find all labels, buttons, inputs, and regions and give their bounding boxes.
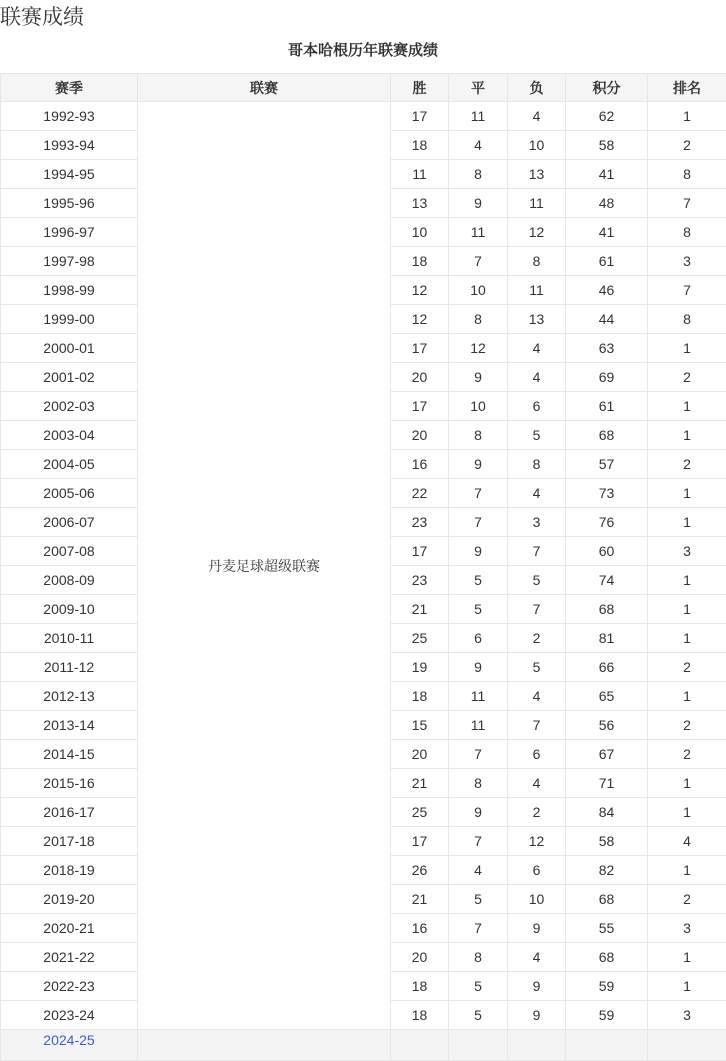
points-cell: 74 <box>566 566 648 595</box>
losses-cell: 9 <box>508 972 566 1001</box>
draws-cell: 7 <box>449 740 508 769</box>
losses-cell: 5 <box>508 653 566 682</box>
losses-cell: 7 <box>508 537 566 566</box>
draws-cell: 7 <box>449 827 508 856</box>
col-header-wins: 胜 <box>391 74 449 102</box>
wins-cell: 18 <box>391 682 449 711</box>
losses-cell: 13 <box>508 160 566 189</box>
losses-cell <box>508 1030 566 1061</box>
draws-cell: 5 <box>449 972 508 1001</box>
season-cell: 1995-96 <box>1 189 138 218</box>
points-cell: 69 <box>566 363 648 392</box>
wins-cell: 17 <box>391 537 449 566</box>
losses-cell: 4 <box>508 334 566 363</box>
rank-cell: 2 <box>648 653 726 682</box>
rank-cell: 1 <box>648 972 726 1001</box>
points-cell: 55 <box>566 914 648 943</box>
wins-cell: 10 <box>391 218 449 247</box>
points-cell: 48 <box>566 189 648 218</box>
wins-cell: 17 <box>391 334 449 363</box>
col-header-points: 积分 <box>566 74 648 102</box>
rank-cell: 1 <box>648 798 726 827</box>
wins-cell: 18 <box>391 1001 449 1030</box>
season-cell: 2006-07 <box>1 508 138 537</box>
season-cell: 1998-99 <box>1 276 138 305</box>
points-cell: 71 <box>566 769 648 798</box>
draws-cell: 9 <box>449 189 508 218</box>
wins-cell: 20 <box>391 363 449 392</box>
table-header-row <box>1 74 726 102</box>
draws-cell: 7 <box>449 508 508 537</box>
wins-cell: 11 <box>391 160 449 189</box>
draws-cell: 8 <box>449 305 508 334</box>
season-cell: 1999-00 <box>1 305 138 334</box>
season-cell: 2019-20 <box>1 885 138 914</box>
rank-cell: 7 <box>648 276 726 305</box>
season-cell: 2003-04 <box>1 421 138 450</box>
rank-cell: 1 <box>648 595 726 624</box>
wins-cell: 26 <box>391 856 449 885</box>
losses-cell: 8 <box>508 450 566 479</box>
losses-cell: 11 <box>508 189 566 218</box>
rank-cell: 3 <box>648 247 726 276</box>
draws-cell: 9 <box>449 363 508 392</box>
wins-cell: 20 <box>391 421 449 450</box>
draws-cell: 7 <box>449 914 508 943</box>
wins-cell: 18 <box>391 972 449 1001</box>
points-cell: 84 <box>566 798 648 827</box>
points-cell: 65 <box>566 682 648 711</box>
league-results-table <box>0 73 726 1061</box>
wins-cell: 12 <box>391 276 449 305</box>
rank-cell: 2 <box>648 711 726 740</box>
points-cell: 63 <box>566 334 648 363</box>
season-cell: 2023-24 <box>1 1001 138 1030</box>
season-cell: 2022-23 <box>1 972 138 1001</box>
draws-cell: 11 <box>449 218 508 247</box>
points-cell: 66 <box>566 653 648 682</box>
col-header-losses: 负 <box>508 74 566 102</box>
rank-cell: 1 <box>648 334 726 363</box>
wins-cell: 18 <box>391 247 449 276</box>
losses-cell: 5 <box>508 566 566 595</box>
losses-cell: 4 <box>508 682 566 711</box>
rank-cell: 2 <box>648 450 726 479</box>
losses-cell: 4 <box>508 943 566 972</box>
rank-cell: 1 <box>648 769 726 798</box>
wins-cell: 21 <box>391 595 449 624</box>
league-merged-cell: 丹麦足球超级联赛 <box>138 102 391 1030</box>
wins-cell: 25 <box>391 624 449 653</box>
draws-cell: 9 <box>449 537 508 566</box>
wins-cell: 22 <box>391 479 449 508</box>
season-cell: 2002-03 <box>1 392 138 421</box>
rank-cell: 4 <box>648 827 726 856</box>
points-cell <box>566 1030 648 1061</box>
col-header-league: 联赛 <box>138 74 391 102</box>
points-cell: 44 <box>566 305 648 334</box>
league-cell-empty <box>138 1030 391 1061</box>
points-cell: 61 <box>566 392 648 421</box>
table-row-partial <box>1 1030 726 1061</box>
wins-cell: 16 <box>391 914 449 943</box>
col-header-draws: 平 <box>449 74 508 102</box>
draws-cell <box>449 1030 508 1061</box>
season-cell: 2008-09 <box>1 566 138 595</box>
season-cell: 2010-11 <box>1 624 138 653</box>
losses-cell: 11 <box>508 276 566 305</box>
rank-cell: 1 <box>648 566 726 595</box>
wins-cell: 12 <box>391 305 449 334</box>
wins-cell: 21 <box>391 885 449 914</box>
rank-cell: 8 <box>648 305 726 334</box>
wins-cell: 23 <box>391 566 449 595</box>
points-cell: 82 <box>566 856 648 885</box>
season-cell: 2007-08 <box>1 537 138 566</box>
points-cell: 58 <box>566 827 648 856</box>
rank-cell: 3 <box>648 1001 726 1030</box>
draws-cell: 5 <box>449 566 508 595</box>
season-cell <box>1 1030 138 1061</box>
rank-cell <box>648 1030 726 1061</box>
season-cell: 2012-13 <box>1 682 138 711</box>
wins-cell: 15 <box>391 711 449 740</box>
losses-cell: 7 <box>508 711 566 740</box>
points-cell: 41 <box>566 160 648 189</box>
draws-cell: 5 <box>449 1001 508 1030</box>
points-cell: 58 <box>566 131 648 160</box>
wins-cell: 17 <box>391 102 449 131</box>
wins-cell: 19 <box>391 653 449 682</box>
rank-cell: 1 <box>648 479 726 508</box>
wins-cell: 21 <box>391 769 449 798</box>
wins-cell: 13 <box>391 189 449 218</box>
col-header-rank: 排名 <box>648 74 726 102</box>
draws-cell: 8 <box>449 943 508 972</box>
season-cell: 2000-01 <box>1 334 138 363</box>
losses-cell: 3 <box>508 508 566 537</box>
points-cell: 81 <box>566 624 648 653</box>
season-cell: 1996-97 <box>1 218 138 247</box>
draws-cell: 5 <box>449 595 508 624</box>
losses-cell: 7 <box>508 595 566 624</box>
season-cell: 2013-14 <box>1 711 138 740</box>
losses-cell: 6 <box>508 856 566 885</box>
draws-cell: 12 <box>449 334 508 363</box>
points-cell: 76 <box>566 508 648 537</box>
draws-cell: 7 <box>449 247 508 276</box>
losses-cell: 2 <box>508 624 566 653</box>
losses-cell: 9 <box>508 914 566 943</box>
losses-cell: 12 <box>508 218 566 247</box>
page-title: 联赛成绩 <box>0 6 726 30</box>
draws-cell: 10 <box>449 276 508 305</box>
points-cell: 61 <box>566 247 648 276</box>
season-cell: 2018-19 <box>1 856 138 885</box>
rank-cell: 2 <box>648 885 726 914</box>
rank-cell: 3 <box>648 914 726 943</box>
points-cell: 68 <box>566 943 648 972</box>
table-caption: 哥本哈根历年联赛成绩 <box>0 43 726 59</box>
points-cell: 73 <box>566 479 648 508</box>
wins-cell: 18 <box>391 131 449 160</box>
season-cell: 2016-17 <box>1 798 138 827</box>
points-cell: 59 <box>566 972 648 1001</box>
points-cell: 68 <box>566 885 648 914</box>
points-cell: 56 <box>566 711 648 740</box>
season-cell: 2005-06 <box>1 479 138 508</box>
points-cell: 62 <box>566 102 648 131</box>
draws-cell: 10 <box>449 392 508 421</box>
losses-cell: 4 <box>508 363 566 392</box>
rank-cell: 1 <box>648 508 726 537</box>
rank-cell: 2 <box>648 363 726 392</box>
wins-cell: 20 <box>391 740 449 769</box>
season-cell: 2021-22 <box>1 943 138 972</box>
draws-cell: 9 <box>449 450 508 479</box>
losses-cell: 10 <box>508 885 566 914</box>
losses-cell: 5 <box>508 421 566 450</box>
losses-cell: 10 <box>508 131 566 160</box>
rank-cell: 7 <box>648 189 726 218</box>
losses-cell: 4 <box>508 479 566 508</box>
season-cell: 2017-18 <box>1 827 138 856</box>
season-cell: 2020-21 <box>1 914 138 943</box>
rank-cell: 3 <box>648 537 726 566</box>
draws-cell: 8 <box>449 769 508 798</box>
draws-cell: 4 <box>449 856 508 885</box>
season-cell: 2009-10 <box>1 595 138 624</box>
wins-cell: 17 <box>391 392 449 421</box>
season-cell: 2004-05 <box>1 450 138 479</box>
wins-cell: 17 <box>391 827 449 856</box>
col-header-season: 赛季 <box>1 74 138 102</box>
wins-cell <box>391 1030 449 1061</box>
rank-cell: 1 <box>648 624 726 653</box>
season-cell: 2011-12 <box>1 653 138 682</box>
draws-cell: 4 <box>449 131 508 160</box>
losses-cell: 6 <box>508 740 566 769</box>
season-link[interactable]: 2024-25 <box>43 1032 94 1048</box>
season-cell: 1993-94 <box>1 131 138 160</box>
rank-cell: 1 <box>648 102 726 131</box>
draws-cell: 5 <box>449 885 508 914</box>
rank-cell: 8 <box>648 160 726 189</box>
season-cell: 2015-16 <box>1 769 138 798</box>
rank-cell: 1 <box>648 682 726 711</box>
draws-cell: 11 <box>449 102 508 131</box>
draws-cell: 6 <box>449 624 508 653</box>
points-cell: 68 <box>566 421 648 450</box>
losses-cell: 4 <box>508 769 566 798</box>
draws-cell: 7 <box>449 479 508 508</box>
draws-cell: 9 <box>449 653 508 682</box>
draws-cell: 8 <box>449 160 508 189</box>
points-cell: 67 <box>566 740 648 769</box>
points-cell: 41 <box>566 218 648 247</box>
season-cell: 1994-95 <box>1 160 138 189</box>
draws-cell: 11 <box>449 711 508 740</box>
draws-cell: 11 <box>449 682 508 711</box>
season-cell: 2014-15 <box>1 740 138 769</box>
wins-cell: 23 <box>391 508 449 537</box>
season-cell: 2001-02 <box>1 363 138 392</box>
wins-cell: 16 <box>391 450 449 479</box>
points-cell: 60 <box>566 537 648 566</box>
losses-cell: 2 <box>508 798 566 827</box>
losses-cell: 13 <box>508 305 566 334</box>
rank-cell: 8 <box>648 218 726 247</box>
rank-cell: 2 <box>648 131 726 160</box>
table-row <box>1 102 726 131</box>
wins-cell: 20 <box>391 943 449 972</box>
season-cell: 1992-93 <box>1 102 138 131</box>
rank-cell: 1 <box>648 856 726 885</box>
rank-cell: 2 <box>648 740 726 769</box>
rank-cell: 1 <box>648 421 726 450</box>
losses-cell: 12 <box>508 827 566 856</box>
losses-cell: 8 <box>508 247 566 276</box>
points-cell: 59 <box>566 1001 648 1030</box>
points-cell: 68 <box>566 595 648 624</box>
season-cell: 1997-98 <box>1 247 138 276</box>
points-cell: 57 <box>566 450 648 479</box>
draws-cell: 8 <box>449 421 508 450</box>
rank-cell: 1 <box>648 392 726 421</box>
losses-cell: 9 <box>508 1001 566 1030</box>
points-cell: 46 <box>566 276 648 305</box>
draws-cell: 9 <box>449 798 508 827</box>
losses-cell: 4 <box>508 102 566 131</box>
wins-cell: 25 <box>391 798 449 827</box>
rank-cell: 1 <box>648 943 726 972</box>
losses-cell: 6 <box>508 392 566 421</box>
